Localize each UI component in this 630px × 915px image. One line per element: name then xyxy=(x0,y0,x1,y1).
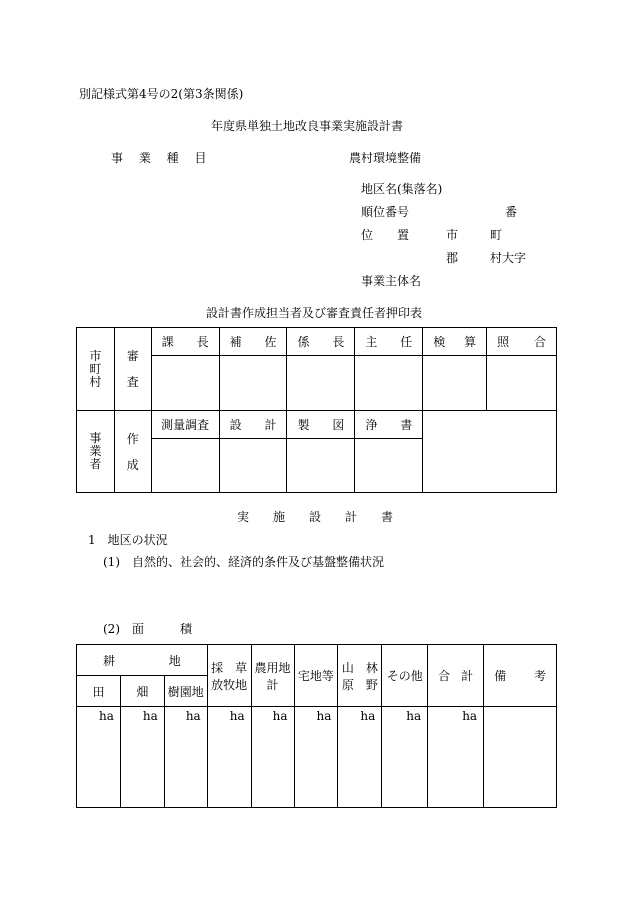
section-1-1-heading: (1) 自然的、社会的、経済的条件及び基盤整備状況 xyxy=(103,555,385,569)
stamp-box[interactable] xyxy=(287,439,355,493)
stamp-box[interactable] xyxy=(355,356,423,411)
empty-cell xyxy=(423,411,557,493)
municipality-label-cell: 市町村 xyxy=(77,328,115,411)
orchard-value-cell[interactable]: ha xyxy=(164,707,207,808)
county-label: 郡 xyxy=(446,251,459,265)
stamp-box[interactable] xyxy=(355,439,423,493)
cultivated-header: 耕 地 xyxy=(77,645,208,676)
total-header: 合 計 xyxy=(428,645,484,707)
stamp-box[interactable] xyxy=(151,439,219,493)
implementation-title: 実 施 設 計 書 xyxy=(237,510,394,524)
document-title: 年度県単独土地改良事業実施設計書 xyxy=(211,119,404,133)
header-sub-chief: 係 長 xyxy=(287,328,355,356)
stamp-box[interactable] xyxy=(219,356,287,411)
section-1-2-heading: (2) 面 積 xyxy=(103,622,192,636)
project-type-label: 事 業 種 目 xyxy=(111,151,213,165)
header-staff: 主 任 xyxy=(355,328,423,356)
paddy-value-cell[interactable]: ha xyxy=(77,707,121,808)
header-design: 設 計 xyxy=(219,411,287,439)
create-label-cell: 作成 xyxy=(114,411,151,493)
district-name-label: 地区名(集落名) xyxy=(361,182,443,196)
stamp-box[interactable] xyxy=(423,356,487,411)
header-verification: 検 算 xyxy=(423,328,487,356)
other-header: その他 xyxy=(382,645,428,707)
header-assistant: 補 佐 xyxy=(219,328,287,356)
project-type-value: 農村環境整備 xyxy=(349,151,422,165)
header-drafting: 製 図 xyxy=(287,411,355,439)
entity-label: 事業主体名 xyxy=(361,274,422,288)
orchard-header: 樹園地 xyxy=(164,676,207,707)
header-collation: 照 合 xyxy=(487,328,557,356)
ag-facility-header: 農用地 計 xyxy=(251,645,294,707)
area-table xyxy=(76,644,557,808)
forest-header: 山 林 原 野 xyxy=(338,645,382,707)
total-value-cell[interactable]: ha xyxy=(428,707,484,808)
stamp-box[interactable] xyxy=(287,356,355,411)
forest-value-cell[interactable]: ha xyxy=(338,707,382,808)
village-aza-label: 村大字 xyxy=(490,251,527,265)
form-number: 別記様式第4号の2(第3条関係) xyxy=(79,87,244,101)
operator-label-cell: 事業者 xyxy=(77,411,115,493)
remarks-header: 備 考 xyxy=(484,645,557,707)
pasture-header: 採 草 放牧地 xyxy=(207,645,251,707)
rank-suffix: 番 xyxy=(505,205,518,219)
stamp-box[interactable] xyxy=(151,356,219,411)
stamp-table-title: 設計書作成担当者及び審査責任者押印表 xyxy=(206,306,423,320)
field-header: 畑 xyxy=(120,676,164,707)
city-label: 市 xyxy=(446,228,459,242)
header-section-chief: 課 長 xyxy=(151,328,219,356)
other-value-cell[interactable]: ha xyxy=(382,707,428,808)
stamp-table xyxy=(76,327,557,493)
rank-label: 順位番号 xyxy=(361,205,410,219)
header-survey: 測量調査 xyxy=(151,411,219,439)
location-label: 位 置 xyxy=(361,228,410,242)
stamp-box[interactable] xyxy=(487,356,557,411)
residential-value-cell[interactable]: ha xyxy=(294,707,338,808)
stamp-box[interactable] xyxy=(219,439,287,493)
field-value-cell[interactable]: ha xyxy=(120,707,164,808)
town-label: 町 xyxy=(490,228,503,242)
section-1-heading: 1 地区の状況 xyxy=(88,533,168,547)
header-fair-copy: 浄 書 xyxy=(355,411,423,439)
ag-facility-value-cell[interactable]: ha xyxy=(251,707,294,808)
residential-header: 宅地等 xyxy=(294,645,338,707)
pasture-value-cell[interactable]: ha xyxy=(207,707,251,808)
remarks-value-cell[interactable] xyxy=(484,707,557,808)
paddy-header: 田 xyxy=(77,676,121,707)
review-label-cell: 審査 xyxy=(114,328,151,411)
